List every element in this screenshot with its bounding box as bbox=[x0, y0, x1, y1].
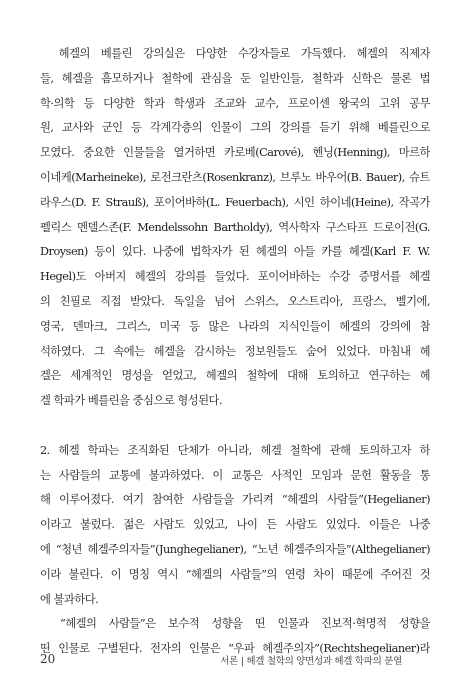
page-footer bbox=[40, 652, 430, 672]
text-line: 에 불과하다. bbox=[40, 592, 99, 606]
paragraph-1 bbox=[40, 42, 430, 414]
text-line: 이라 불린다. 이 명칭 역시 “헤겔의 사람들”의 연령 차이 때문에 주어진 것 bbox=[40, 567, 430, 581]
text-line: 석하였다. 그 속에는 헤겔을 감시하는 정보원들도 숨어 있었다. 마침내 헤 bbox=[40, 344, 430, 358]
text-line: Droysen) 등이 있다. 나중에 법학자가 된 헤겔의 아들 카를 헤겔(Karl F. W. bbox=[40, 245, 430, 259]
text-line: Hegel)도 아버지 헤겔의 강의를 들었다. 포이어바하는 수강 증명서를 헤겔 bbox=[40, 270, 430, 284]
text-line: 는 사람들의 교통에 불과하였다. 이 교통은 사적인 모임과 문헌 활동을 통 bbox=[40, 468, 430, 482]
text-line: 이네케(Marheineke), 로전크란츠(Rosenkranz), 브루노 바우어(B. Bauer), 슈트 bbox=[40, 170, 430, 184]
text-line: 해 이루어졌다. 여기 참여한 사람들을 가리켜 “헤겔의 사람들”(Hegelianer) bbox=[40, 493, 430, 507]
text-line: 2. 헤겔 학파는 조직화된 단체가 아니라, 헤겔 철학에 관해 토의하고자 하 bbox=[40, 443, 430, 457]
page-number: 20 bbox=[40, 652, 56, 666]
text-line: 의 친필로 직접 받았다. 독일을 넘어 스위스, 오스트리아, 프랑스, 벨기에, bbox=[40, 294, 430, 308]
text-line: 띤 인물로 구별된다. 전자의 인물은 “우파 헤겔주의자”(Rechtshegelianer)라 bbox=[40, 642, 430, 656]
text-line: 겔은 세계적인 명성을 얻었고, 헤겔의 철학에 대해 토의하고 연구하는 헤 bbox=[40, 369, 430, 383]
text-line: 에 “청년 헤겔주의자들”(Junghegelianer), “노년 헤겔주의자들”(Althegelianer) bbox=[40, 542, 430, 556]
text-line: 헤겔의 베를린 강의실은 다양한 수강자들로 가득했다. 헤겔의 직제자 bbox=[40, 47, 430, 60]
page-body bbox=[40, 42, 430, 662]
text-line: 이라고 불렀다. 젊은 사람도 있었고, 나이 든 사람도 있었다. 이들은 나중 bbox=[40, 518, 430, 532]
text-line: 겔 학파가 베를린을 중심으로 형성된다. bbox=[40, 394, 223, 408]
text-line: 라우스(D. F. Strauß), 포이어바하(L. Feuerbach), 시인 하이네(Heine), 작곡가 bbox=[40, 195, 430, 209]
text-line: 들, 헤겔을 흠모하거나 철학에 관심을 둔 일반인들, 철학과 신학은 물론 법 bbox=[40, 71, 430, 85]
running-header: 서론 | 헤겔 철학의 양면성과 헤겔 학파의 분열 bbox=[220, 656, 402, 667]
text-line: 모였다. 중요한 인물들을 열거하면 카로베(Carové), 헨닝(Henning), 마르하 bbox=[40, 146, 430, 160]
text-line: 원, 교사와 군인 등 각계각층의 인물이 그의 강의를 듣기 위해 베를린으로 bbox=[40, 121, 430, 135]
paragraph-2 bbox=[40, 439, 430, 613]
text-line: 학·의학 등 다양한 학과 학생과 조교와 교수, 프로이센 왕국의 고위 공무 bbox=[40, 96, 430, 110]
text-line: 펠릭스 멘델스존(F. Mendelssohn Bartholdy), 역사학자 구스타프 드로이전(G. bbox=[40, 220, 430, 234]
text-line: “헤겔의 사람들”은 보수적 성향을 띤 인물과 진보적·혁명적 성향을 bbox=[40, 617, 430, 631]
paragraph-gap bbox=[40, 414, 430, 439]
text-line: 영국, 덴마크, 그리스, 미국 등 많은 나라의 지식인들이 헤겔의 강의에 참 bbox=[40, 319, 430, 333]
